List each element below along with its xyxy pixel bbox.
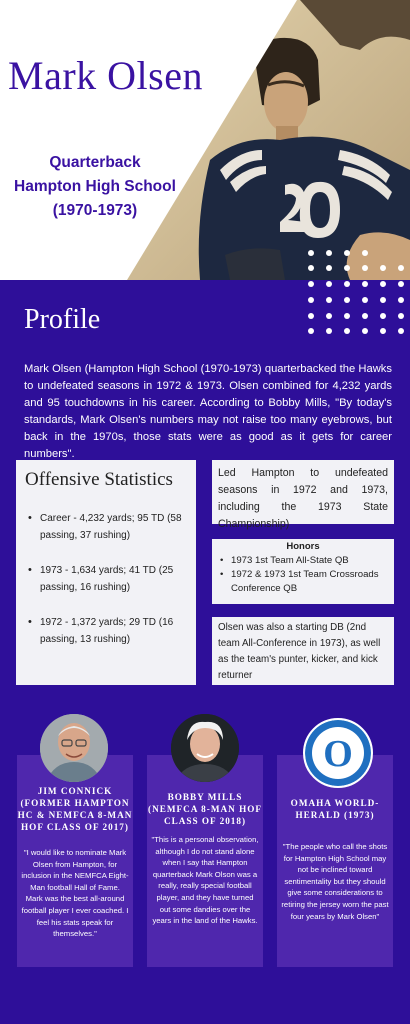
subtitle-position: Quarterback [49,154,141,171]
decorative-dot [344,297,350,303]
stat-item-career: • Career - 4,232 yards; 95 TD (58 passing, 37 rushing) [28,510,188,544]
decorative-dot [308,265,314,271]
honors-box [212,539,394,604]
logo-letter: O [323,733,353,775]
decorative-dot [308,281,314,287]
decorative-dot [344,281,350,287]
honor-item: • 1973 1st Team All-State QB [220,554,394,568]
decorative-dot [380,265,386,271]
subtitle-school: Hampton High School [14,178,176,195]
stat-item-1973: • 1973 - 1,634 yards; 41 TD (25 passing, 16 rushing) [28,562,188,596]
decorative-dot [344,250,350,256]
honors-heading: Honors [286,541,320,552]
decorative-dot [344,328,350,334]
decorative-dot [344,313,350,319]
decorative-dot [398,328,404,334]
decorative-dot [326,281,332,287]
person-icon [40,714,108,782]
profile-heading: Profile [24,304,101,335]
subtitle [0,151,190,223]
decorative-dot [326,313,332,319]
honor-item: • 1972 & 1973 1st Team Crossroads Conference QB [220,568,394,596]
additional-roles-text: Olsen was also a starting DB (2nd team All-Conference in 1973), as well as the team's punter, kicker, and kick returner [218,622,381,681]
avatar-bobby-mills [171,714,239,782]
decorative-dot [398,297,404,303]
decorative-dot [326,250,332,256]
quote-card-connick [17,755,133,967]
header-section [0,0,410,280]
offensive-stats-list [28,510,188,666]
newspaper-logo-icon [305,720,371,786]
quote-author: JIM CONNICK (FORMER HAMPTON HC & NEMFCA 8-MAN HOF CLASS OF 2017) [17,786,133,832]
quote-text: "The people who call the shots for Hampton High School may not be inclined toward sentimentality but they should give some considerations to retiring the jersey worn the past four years by Mark Olsen" [281,842,389,921]
player-figure [0,0,410,280]
player-photo [0,0,410,280]
achievements-text: Led Hampton to undefeated seasons in 1972 and 1973, including the 1973 State Championship) [218,467,388,530]
decorative-dot [362,313,368,319]
decorative-dot [362,297,368,303]
decorative-dot [362,281,368,287]
decorative-dot [308,297,314,303]
person-icon [171,714,239,782]
decorative-dot [380,281,386,287]
decorative-dot [398,281,404,287]
quote-text: "This is a personal observation, although I do not stand alone when I say that Hampton quarterback Mark Olson was a really, really special football player, and they have turned out some dandies over the years in the land of the Hawks. [151,835,259,926]
quote-text: "I would like to nominate Mark Olsen from Hampton, for inclusion in the NEMFCA Eight-Man football Hall of Fame. Mark was the best all-around football player I ever coached. I feel his stats speak for themselves." [21,848,129,939]
offensive-stats-box [16,460,196,685]
decorative-dot-grid [308,250,408,330]
decorative-dot [308,313,314,319]
decorative-dot [398,265,404,271]
decorative-dot [308,328,314,334]
decorative-dot [380,313,386,319]
honors-list [212,554,394,596]
subtitle-years: (1970-1973) [52,202,138,219]
avatar-jim-connick [40,714,108,782]
decorative-dot [380,328,386,334]
quote-card-mills [147,755,263,967]
stat-item-1972: • 1972 - 1,372 yards; 29 TD (16 passing, 13 rushing) [28,614,188,648]
page-title: Mark Olsen [8,53,203,98]
decorative-dot [362,265,368,271]
omaha-world-herald-logo [303,718,373,788]
quote-author: BOBBY MILLS (NEMFCA 8-MAN HOF CLASS OF 2018) [148,792,262,826]
decorative-dot [326,265,332,271]
quote-author: OMAHA WORLD-HERALD (1973) [290,798,380,820]
decorative-dot [362,250,368,256]
decorative-dot [398,313,404,319]
decorative-dot [362,328,368,334]
decorative-dot [380,297,386,303]
offensive-stats-heading: Offensive Statistics [25,469,173,490]
profile-text: Mark Olsen (Hampton High School (1970-1973) quarterbacked the Hawks to undefeated seasons in 1972 & 1973. Olsen combined for 4,232 yards and 95 touchdowns in his career. According to Bobby Mills, "By today's standards, Mark Olsen's numbers may not raise too many eyebrows, but back in the 1970s, those stats were as good as it gets for career numbers". [24,363,392,461]
achievements-box [212,460,394,530]
decorative-dot [326,297,332,303]
decorative-dot [326,328,332,334]
decorative-dot [308,250,314,256]
additional-roles-box [212,617,394,685]
decorative-dot [344,265,350,271]
